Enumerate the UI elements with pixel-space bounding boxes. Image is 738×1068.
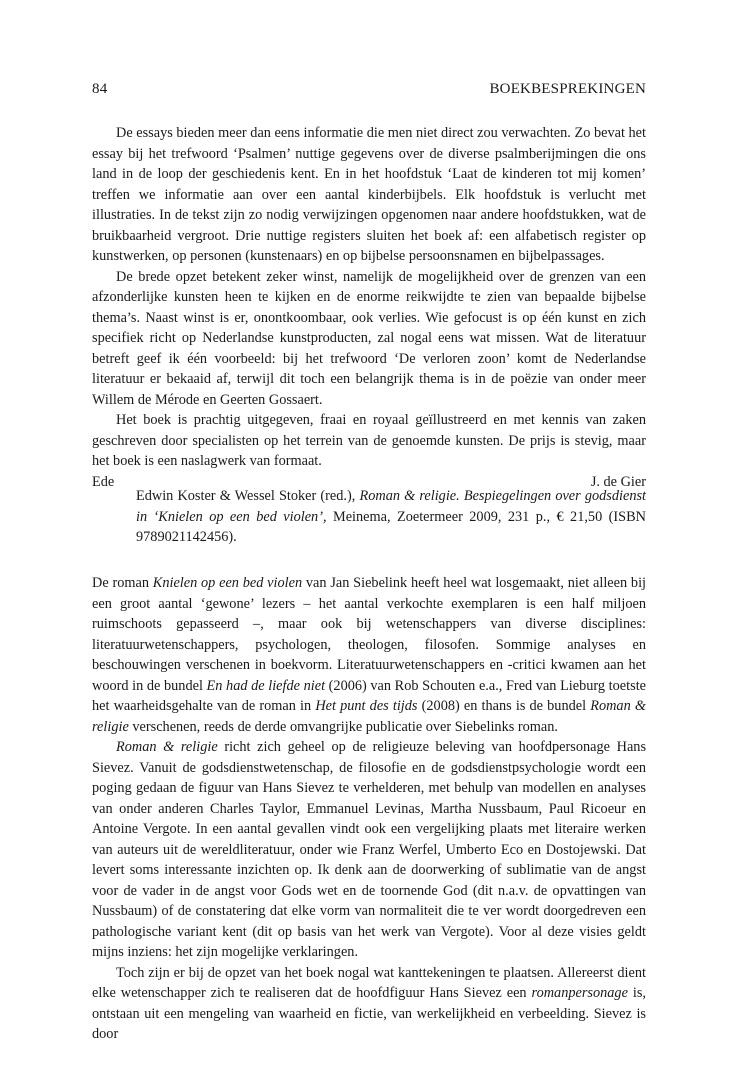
review-2-paragraph-3 [92, 963, 646, 1045]
book-title: En had de liefde niet [206, 677, 326, 694]
emphasis: romanpersonage [531, 985, 628, 1001]
page-number: 84 [92, 81, 108, 97]
text-run: (2008) en thans is de bundel [421, 698, 587, 714]
novel-title: Knielen op een bed violen [152, 575, 303, 591]
text-run: verschenen, reeds de derde omvangrijke publicatie over Siebelinks roman. [132, 718, 558, 735]
citation-publication: Meinema, Zoetermeer 2009, 231 p., € 21,50 (ISBN 9789021142456). [136, 508, 646, 545]
review-2-paragraph-1 [92, 573, 646, 737]
review-1 [92, 123, 646, 492]
review-1-paragraph-1: De essays bieden meer dan eens informatie die men niet direct zou verwachten. Zo bevat het essay bij het trefwoord ‘Psalmen’ nuttige gegevens over de diverse psalmberijmingen die ons land in de loop der geschiedenis kent. En in het hoofdstuk ‘Laat de kinderen tot mij komen’ treffen we informatie aan over een aantal kinderbijbels. Elk hoofdstuk is verlucht met illustraties. In de tekst zijn zo nodig verwijzingen opgenomen naar andere hoofdstukken, wat de bruikbaarheid vergroot. Drie nuttige registers sluiten het boek af: een alfabetisch register op kunstwerken, op personen (kunstenaars) en op bijbelse persoonsnamen en bijbelpassages. [92, 125, 646, 264]
review-1-place: Ede [92, 473, 115, 490]
text-run: van Jan Siebelink heeft heel wat losgemaakt, niet alleen bij een groot aantal ‘gewone’ lezers – het aantal verkochte exemplaren is een half miljoen ruimschoots gepasseerd –, maar ook bij wetenschappers van diverse disciplines: literatuurwetenschappers, psychologen, theologen, filosofen. Sommige analyses en beschouwingen verschenen in boekvorm. Literatuurwetenschappers en -critici kwamen aan het woord in de bundel [92, 575, 647, 694]
book-citation [136, 486, 646, 548]
citation-authors: Edwin Koster & Wessel Stoker (red.), [136, 488, 356, 504]
book-title: Roman & religie [92, 698, 646, 735]
book-title: Roman & religie [116, 739, 218, 755]
text-run: is, ontstaan uit een mengeling van waarheid en fictie, van werkelijkheid en verbeelding. Sievez is door [92, 985, 647, 1042]
book-title: Het punt des tijds [315, 698, 418, 714]
text-run: richt zich geheel op de religieuze beleving van hoofdpersonage Hans Sievez. Vanuit de godsdienstwetenschap, de filosofie en de godsdienstpsychologie wordt een poging gedaan de figuur van Hans Sievez te verhelderen, met behulp van modellen en analyses van onder anderen Charles Taylor, Emmanuel Levinas, Martha Nussbaum, Paul Ricoeur en Antoine Vergote. In een aantal gevallen vindt ook een vergelijking plaats met literaire werken van auteurs uit de wereldliteratuur, onder wie Franz Werfel, Umberto Eco en Dostojewski. Dat levert soms interessante inzichten op. Ik denk aan de doorwerking of sublimatie van de angst voor de vader in de angst voor Gods wet en de toornende God (dit n.a.v. de opvattingen van Nussbaum) of de constatering dat elke vorm van normaliteit die te ver wordt doorgedreven een pathologische variant kent (dit op basis van het werk van Vergote). Voor al deze visies geldt mijns inziens: het zijn mogelijke verklaringen. [92, 739, 647, 960]
review-2-paragraph-2 [92, 737, 646, 963]
review-2 [92, 573, 646, 1045]
text-run: (2006) van Rob Schouten e.a., Fred van Lieburg toetste het waarheidsgehalte van de roman in [92, 677, 647, 714]
section-title: BOEKBESPREKINGEN [489, 81, 646, 97]
review-1-paragraph-3: Het boek is prachtig uitgegeven, fraai en royaal geïllustreerd en met kennis van zaken geschreven door specialisten op het terrein van de genoemde kunsten. De prijs is stevig, maar het boek is een naslagwerk van formaat. [92, 412, 646, 469]
text-run: Toch zijn er bij de opzet van het boek nogal wat kanttekeningen te plaatsen. Allereerst dient elke wetenschapper zich te realiseren dat de hoofdfiguur Hans Sievez een [92, 964, 646, 1001]
running-header [92, 79, 646, 100]
review-1-paragraph-2: De brede opzet betekent zeker winst, namelijk de mogelijkheid over de grenzen van een afzonderlijke kunsten heen te kijken en de enorme reikwijdte te zien van bepaalde bijbelse thema’s. Naast winst is er, onontkoombaar, ook verlies. Wie gefocust is op één kunst en zich specifiek richt op Nederlandse kunstproducten, zal nogal eens wat missen. Wat de literatuur betreft geef ik één voorbeeld: bij het trefwoord ‘De verloren zoon’ komt de Nederlandse literatuur er bekaaid af, terwijl dit toch een belangrijk thema is in de poëzie van onder meer Willem de Mérode en Geerten Gossaert. [92, 268, 646, 408]
citation-title: Roman & religie. Bespiegelingen over godsdienst in ‘Knielen op een bed violen’, [136, 488, 647, 525]
review-1-reviewer: J. de Gier [590, 473, 646, 490]
text-run: De roman [92, 575, 149, 591]
